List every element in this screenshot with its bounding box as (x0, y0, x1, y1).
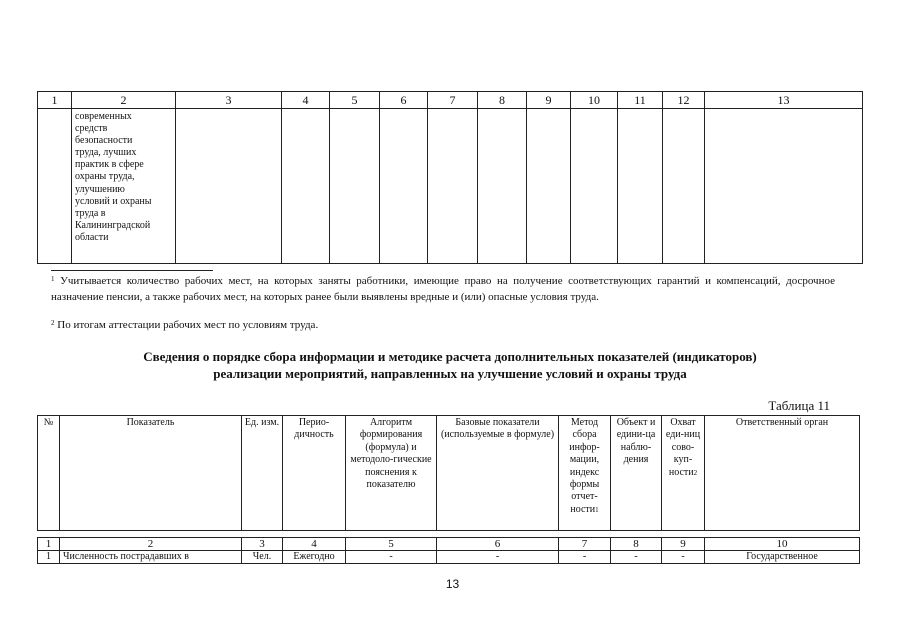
continuation-table (37, 91, 863, 264)
column-number: 5 (346, 538, 437, 551)
header-base: Базовые показатели (используемые в формуле) (437, 416, 559, 531)
column-number: 6 (437, 538, 559, 551)
cell-line: области (75, 231, 109, 243)
section-title (60, 348, 840, 382)
cell-text (72, 109, 175, 246)
table-cell (571, 109, 618, 264)
column-number: 4 (282, 92, 330, 109)
cell-line: труда, лучших (75, 147, 137, 159)
table-cell (282, 109, 330, 264)
header-row (38, 416, 860, 531)
table-cell (72, 109, 176, 264)
row-coverage: - (662, 551, 705, 564)
table-row (38, 551, 860, 564)
column-number: 1 (38, 538, 60, 551)
column-number: 11 (618, 92, 663, 109)
column-number: 8 (478, 92, 527, 109)
footnote-mark: 2 (693, 468, 698, 477)
footnote-text: По итогам аттестации рабочих мест по условиям труда. (57, 319, 319, 331)
column-number: 6 (380, 92, 428, 109)
cell-line: средств (75, 123, 108, 135)
header-responsible: Ответственный орган (705, 416, 860, 531)
table-cell (527, 109, 571, 264)
row-base: - (437, 551, 559, 564)
header-method-text: Метод сбора инфор-мации, индекс формы отчет-ности (569, 417, 600, 515)
row-method: - (559, 551, 611, 564)
indicators-table (37, 415, 860, 564)
row-no: 1 (38, 551, 60, 564)
header-periodicity: Перио-дичность (283, 416, 346, 531)
header-coverage-text: Охват еди-ниц сово-куп-ности (665, 417, 701, 478)
footnote-text: Учитывается количество рабочих мест, на которых заняты работники, имеющие право на получение соответствующих гарантий и компенсаций, досрочное назначение пенсии, а также рабочих мест, на которых ранее были выявлены вредные и (или) опасные условия труда. (51, 275, 835, 303)
cell-line: Калининградской (75, 219, 151, 231)
column-number: 5 (330, 92, 380, 109)
header-object: Объект и едини-ца наблю-дения (611, 416, 662, 531)
table-cell (478, 109, 527, 264)
column-numbers-row (38, 538, 860, 551)
table-cell (663, 109, 705, 264)
column-number: 10 (571, 92, 618, 109)
header-indicator: Показатель (60, 416, 242, 531)
row-periodicity: Ежегодно (283, 551, 346, 564)
header-unit: Ед. изм. (242, 416, 283, 531)
cell-line: практик в сфере (75, 159, 144, 171)
table-row (38, 109, 863, 264)
column-number: 9 (662, 538, 705, 551)
footnote-1 (51, 274, 835, 305)
cell-line: безопасности (75, 135, 133, 147)
footnote-divider (51, 270, 213, 271)
table-cell (38, 109, 72, 264)
column-number: 12 (663, 92, 705, 109)
page-number: 13 (445, 577, 460, 591)
column-number: 2 (60, 538, 242, 551)
row-indicator: Численность пострадавших в (60, 551, 242, 564)
row-unit: Чел. (242, 551, 283, 564)
footnote-mark: 2 (51, 319, 55, 327)
cell-line: современных (75, 111, 132, 122)
header-coverage (662, 416, 705, 531)
row-responsible: Государственное (705, 551, 860, 564)
cell-line: охраны труда, (75, 171, 135, 183)
table-cell (705, 109, 863, 264)
column-number: 10 (705, 538, 860, 551)
cell-line: условий и охраны (75, 195, 152, 207)
header-algorithm: Алгоритм формирования (формула) и методоло-гические пояснения к показателю (346, 416, 437, 531)
column-number: 9 (527, 92, 571, 109)
cell-line: улучшению (75, 183, 125, 195)
spacer-row (38, 531, 860, 538)
table-cell (330, 109, 380, 264)
footnote-mark: 1 (51, 275, 55, 283)
table-cell (176, 109, 282, 264)
column-number: 7 (428, 92, 478, 109)
table-cell (618, 109, 663, 264)
header-method (559, 416, 611, 531)
table-caption: Таблица 11 (768, 398, 830, 413)
column-number: 3 (176, 92, 282, 109)
column-number: 4 (283, 538, 346, 551)
column-number: 7 (559, 538, 611, 551)
column-number: 2 (72, 92, 176, 109)
column-number: 8 (611, 538, 662, 551)
row-algorithm: - (346, 551, 437, 564)
header-no: № (38, 416, 60, 531)
row-object: - (611, 551, 662, 564)
section-title-line: Сведения о порядке сбора информации и методике расчета дополнительных показателей (индикаторов) (143, 349, 757, 364)
table-cell (428, 109, 478, 264)
column-number: 13 (705, 92, 863, 109)
header-row (38, 92, 863, 109)
column-number: 1 (38, 92, 72, 109)
column-number: 3 (242, 538, 283, 551)
section-title-line: реализации мероприятий, направленных на улучшение условий и охраны труда (213, 366, 687, 381)
cell-line: труда в (75, 207, 106, 219)
table-cell (380, 109, 428, 264)
footnote-2 (51, 318, 835, 334)
footnote-mark: 1 (595, 505, 599, 514)
